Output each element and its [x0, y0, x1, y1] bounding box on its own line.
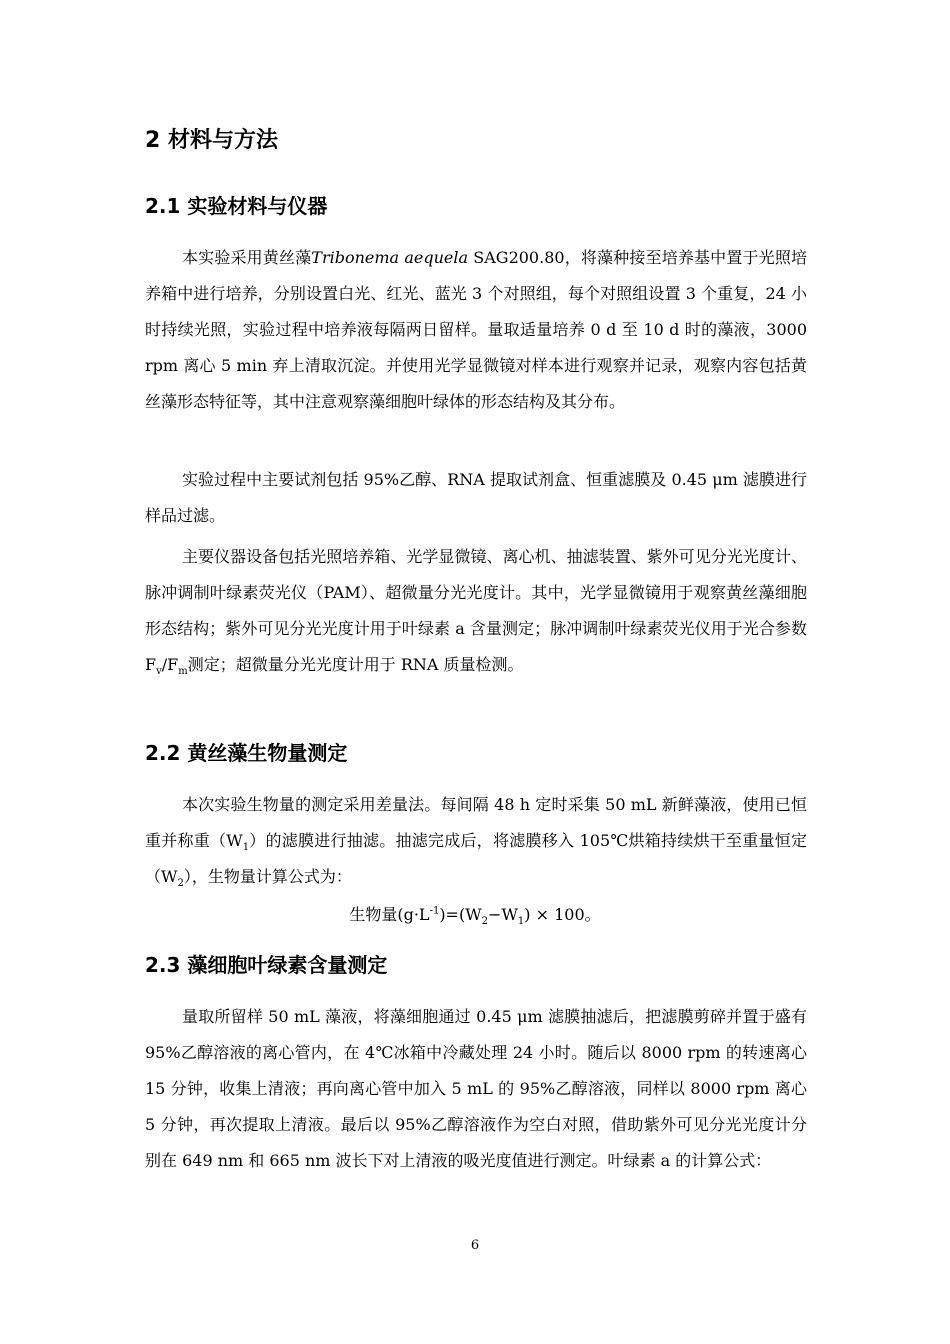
subscript: m [178, 666, 188, 678]
paragraph-biomass [145, 787, 807, 895]
subscript: 1 [242, 842, 250, 854]
text: SAG200.80，将藻种接至培养基中置于光照培养箱中进行培养，分别设置白光、红光、蓝光 3 个对照组，每个对照组设置 3 个重复，24 小时持续光照，实验过程中培养液每隔两日留样。量取适量培养 0 d 至 10 d 时的藻液，3000 rpm 离心 5 min 弃上清取沉淀。并使用光学显微镜对样本进行观察并记录，观察内容包括黄丝藻形态特征等，其中注意观察藻细胞叶绿体的形态结构及其分布。 [145, 248, 807, 411]
text: ），生物量计算公式为： [183, 867, 352, 886]
text: 主要仪器设备包括光照培养箱、光学显微镜、离心机、抽滤装置、紫外可见分光光度计、脉冲调制叶绿素荧光仪（PAM）、超微量分光光度计。其中，光学显微镜用于观察黄丝藻细胞形态结构；紫外可见分光光度计用于叶绿素 a 含量测定；脉冲调制叶绿素荧光仪用于光合参数 F [145, 547, 807, 674]
text: ）的滤膜进行抽滤。抽滤完成后，将滤膜移入 105℃烘箱持续烘干至重量恒定（W [145, 831, 807, 886]
text: 测定；超微量分光光度计用于 RNA 质量检测。 [187, 655, 524, 674]
paragraph-reagents: 实验过程中主要试剂包括 95%乙醇、RNA 提取试剂盒、恒重滤膜及 0.45 μm 滤膜进行样品过滤。 [145, 470, 807, 525]
text: 本实验采用黄丝藻 [182, 248, 312, 267]
text: ) × 100。 [524, 905, 601, 924]
subscript: 2 [177, 878, 184, 890]
subsection-heading-2-3: 2.3 藻细胞叶绿素含量测定 [145, 953, 388, 977]
subscript: 1 [517, 916, 525, 928]
text: 生物量(g·L [349, 905, 430, 924]
text: /F [161, 655, 179, 674]
subscript: v [156, 666, 162, 678]
subsection-heading-2-2: 2.2 黄丝藻生物量测定 [145, 741, 348, 765]
species-name: Tribonema aequela [311, 248, 469, 267]
subsection-heading-2-1: 2.1 实验材料与仪器 [145, 194, 328, 218]
text: −W [488, 905, 518, 924]
paragraph-materials [145, 240, 807, 420]
superscript: -1 [429, 905, 440, 917]
paragraph-instruments [145, 539, 807, 683]
page-number: 6 [470, 1238, 480, 1253]
biomass-formula [0, 897, 950, 933]
subscript: 2 [481, 916, 489, 928]
text: 本次实验生物量的测定采用差量法。每间隔 48 h 定时采集 50 mL 新鲜藻液，使用已恒重并称重（W [145, 795, 807, 850]
text: )=(W [439, 905, 482, 924]
section-heading: 2 材料与方法 [145, 128, 278, 153]
paragraph-chlorophyll: 量取所留样 50 mL 藻液，将藻细胞通过 0.45 μm 滤膜抽滤后，把滤膜剪碎并置于盛有 95%乙醇溶液的离心管内，在 4℃冰箱中冷藏处理 24 小时。随后以 8000 rpm 的转速离心 15 分钟，收集上清液；再向离心管中加入 5 mL 的 95%乙醇溶液，同样以 8000 rpm 离心 5 分钟，再次提取上清液。最后以 95%乙醇溶液作为空白对照，借助紫外可见分光光度计分别在 649 nm 和 665 nm 波长下对上清液的吸光度值进行测定。叶绿素 a 的计算公式： [145, 1007, 807, 1170]
